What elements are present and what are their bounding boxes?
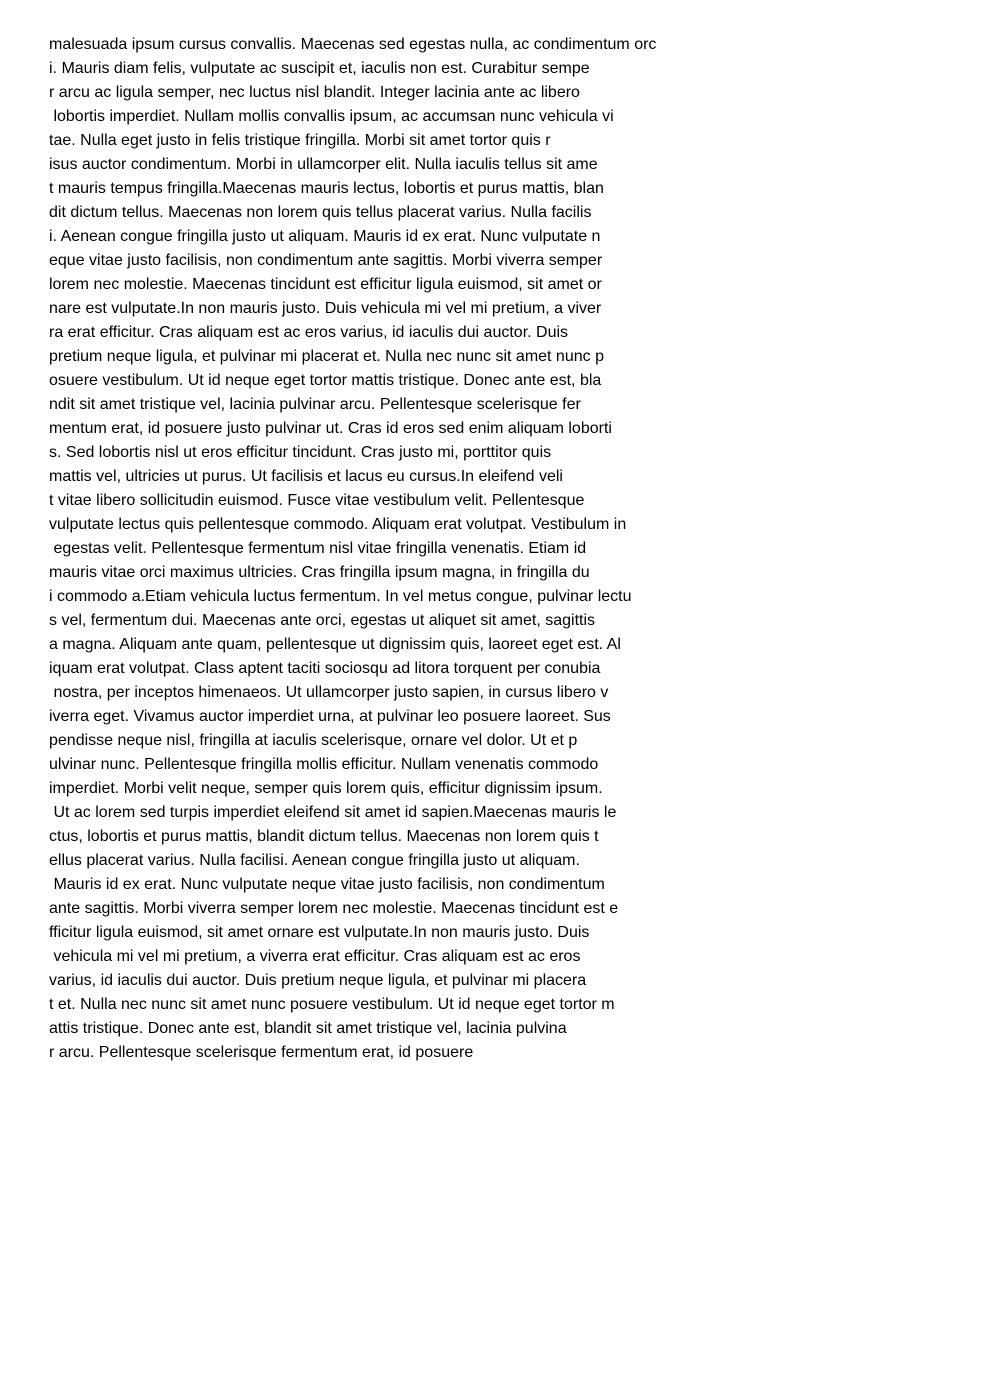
text-line: attis tristique. Donec ante est, blandit sit amet tristique vel, lacinia pulvina — [49, 1020, 567, 1037]
text-line: mentum erat, id posuere justo pulvinar ut. Cras id eros sed enim aliquam loborti — [49, 420, 612, 437]
text-line: isus auctor condimentum. Morbi in ullamcorper elit. Nulla iaculis tellus sit ame — [49, 156, 598, 173]
text-line: ulvinar nunc. Pellentesque fringilla mollis efficitur. Nullam venenatis commodo — [49, 756, 599, 773]
text-line: ndit sit amet tristique vel, lacinia pulvinar arcu. Pellentesque scelerisque fer — [49, 396, 581, 413]
text-line: s. Sed lobortis nisl ut eros efficitur tincidunt. Cras justo mi, porttitor quis — [49, 444, 552, 461]
text-line: r arcu ac ligula semper, nec luctus nisl blandit. Integer lacinia ante ac libero — [49, 84, 580, 101]
text-line: nare est vulputate.In non mauris justo. Duis vehicula mi vel mi pretium, a viver — [49, 300, 602, 317]
text-line: dit dictum tellus. Maecenas non lorem quis tellus placerat varius. Nulla facilis — [49, 204, 592, 221]
text-line: lorem nec molestie. Maecenas tincidunt est efficitur ligula euismod, sit amet or — [49, 276, 602, 293]
text-line: t mauris tempus fringilla.Maecenas mauris lectus, lobortis et purus mattis, blan — [49, 180, 604, 197]
text-line: mattis vel, ultricies ut purus. Ut facilisis et lacus eu cursus.In eleifend veli — [49, 468, 563, 485]
text-line: varius, id iaculis dui auctor. Duis pretium neque ligula, et pulvinar mi placera — [49, 972, 587, 989]
text-line: i. Aenean congue fringilla justo ut aliquam. Mauris id ex erat. Nunc vulputate n — [49, 228, 601, 245]
text-line: Mauris id ex erat. Nunc vulputate neque vitae justo facilisis, non condimentum — [49, 876, 605, 893]
text-line: t vitae libero sollicitudin euismod. Fusce vitae vestibulum velit. Pellentesque — [49, 492, 585, 509]
text-line: r arcu. Pellentesque scelerisque fermentum erat, id posuere — [49, 1044, 474, 1061]
text-line: vulputate lectus quis pellentesque commodo. Aliquam erat volutpat. Vestibulum in — [49, 516, 627, 533]
text-line: s vel, fermentum dui. Maecenas ante orci, egestas ut aliquet sit amet, sagittis — [49, 612, 596, 629]
text-line: malesuada ipsum cursus convallis. Maecenas sed egestas nulla, ac condimentum orc — [49, 36, 657, 53]
text-line: vehicula mi vel mi pretium, a viverra erat efficitur. Cras aliquam est ac eros — [49, 948, 581, 965]
text-line: pretium neque ligula, et pulvinar mi placerat et. Nulla nec nunc sit amet nunc p — [49, 348, 604, 365]
text-line: imperdiet. Morbi velit neque, semper quis lorem quis, efficitur dignissim ipsum. — [49, 780, 603, 797]
text-line: eque vitae justo facilisis, non condimentum ante sagittis. Morbi viverra semper — [49, 252, 603, 269]
text-line: pendisse neque nisl, fringilla at iaculis scelerisque, ornare vel dolor. Ut et p — [49, 732, 578, 749]
text-line: ellus placerat varius. Nulla facilisi. Aenean congue fringilla justo ut aliquam. — [49, 852, 580, 869]
text-line: ante sagittis. Morbi viverra semper lorem nec molestie. Maecenas tincidunt est e — [49, 900, 619, 917]
text-line: tae. Nulla eget justo in felis tristique fringilla. Morbi sit amet tortor quis r — [49, 132, 551, 149]
text-line: t et. Nulla nec nunc sit amet nunc posuere vestibulum. Ut id neque eget tortor m — [49, 996, 615, 1013]
text-line: egestas velit. Pellentesque fermentum nisl vitae fringilla venenatis. Etiam id — [49, 540, 587, 557]
text-line: ctus, lobortis et purus mattis, blandit dictum tellus. Maecenas non lorem quis t — [49, 828, 599, 845]
text-line: fficitur ligula euismod, sit amet ornare est vulputate.In non mauris justo. Duis — [49, 924, 590, 941]
text-line: i. Mauris diam felis, vulputate ac suscipit et, iaculis non est. Curabitur sempe — [49, 60, 590, 77]
text-line: iverra eget. Vivamus auctor imperdiet urna, at pulvinar leo posuere laoreet. Sus — [49, 708, 611, 725]
text-line: iquam erat volutpat. Class aptent taciti sociosqu ad litora torquent per conubia — [49, 660, 601, 677]
text-line: ra erat efficitur. Cras aliquam est ac eros varius, id iaculis dui auctor. Duis — [49, 324, 569, 341]
text-line: osuere vestibulum. Ut id neque eget tortor mattis tristique. Donec ante est, bla — [49, 372, 602, 389]
text-line: a magna. Aliquam ante quam, pellentesque ut dignissim quis, laoreet eget est. Al — [49, 636, 621, 653]
text-line: i commodo a.Etiam vehicula luctus fermentum. In vel metus congue, pulvinar lectu — [49, 588, 632, 605]
text-line: nostra, per inceptos himenaeos. Ut ullamcorper justo sapien, in cursus libero v — [49, 684, 609, 701]
text-line: lobortis imperdiet. Nullam mollis convallis ipsum, ac accumsan nunc vehicula vi — [49, 108, 614, 125]
text-line: mauris vitae orci maximus ultricies. Cras fringilla ipsum magna, in fringilla du — [49, 564, 590, 581]
text-line: Ut ac lorem sed turpis imperdiet eleifend sit amet id sapien.Maecenas mauris le — [49, 804, 617, 821]
